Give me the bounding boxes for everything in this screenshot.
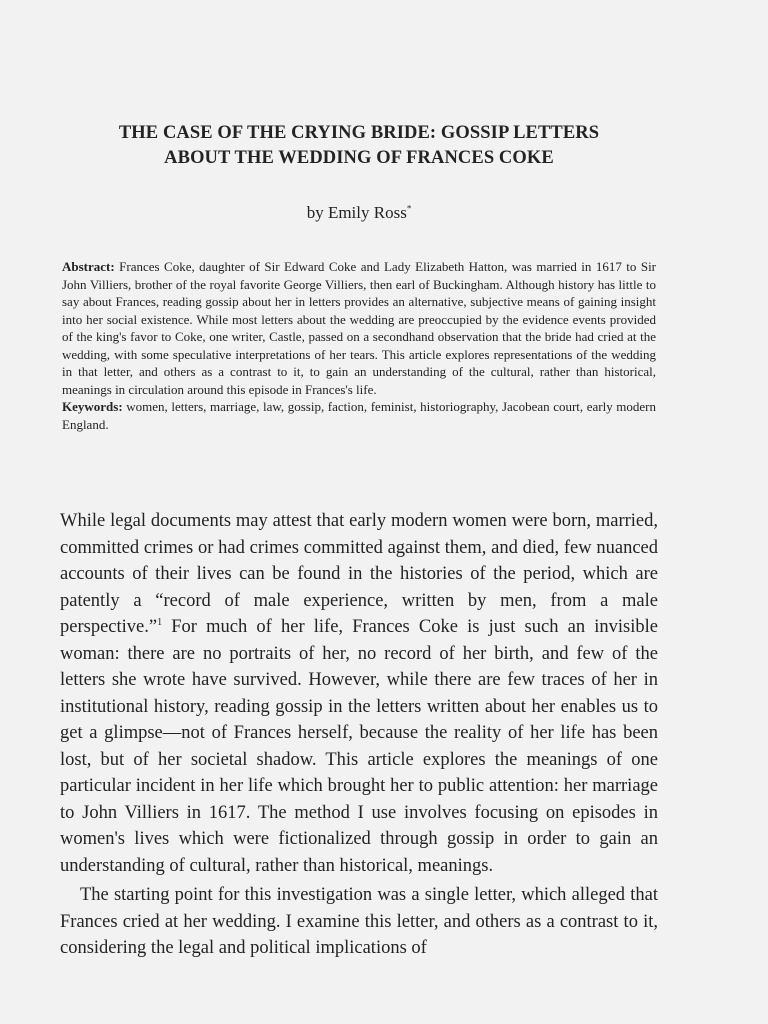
footnote-ref-1: 1: [157, 616, 163, 628]
abstract-text: Frances Coke, daughter of Sir Edward Coke and Lady Elizabeth Hatton, was married in 1617 to Sir John Villiers, brother of the royal favorite George Villiers, then earl of Buckingham. Although history has little to say about Frances, reading gossip about her in letters provides an alternative, subjective means of gaining insight into her social existence. While most letters about the wedding are preoccupied by the evidence events provided of the king's favor to Coke, one writer, Castle, passed on a secondhand observation that the bride had cried at the wedding, with some speculative interpretations of her tears. This article explores representations of the wedding in that letter, and others as a contrast to it, to gain an understanding of the cultural, rather than historical, meanings in circulation around this episode in Frances's life.: [62, 259, 657, 397]
body-paragraph-1-part-a: While legal documents may attest that early modern women were born, married, committed crimes or had crimes committed against them, and died, few nuanced accounts of their lives can be found in the histories of the period, which are patently a “record of male experience, written by men, from a male perspective.”: [60, 511, 658, 637]
keywords-label: Keywords:: [62, 399, 123, 414]
article-title: [62, 121, 656, 171]
keywords-paragraph: [62, 398, 656, 433]
author-byline: [62, 203, 656, 223]
author-footnote-mark: *: [406, 203, 412, 214]
body-paragraph-1: [60, 508, 658, 879]
title-line-2: ABOUT THE WEDDING OF FRANCES COKE: [164, 148, 554, 168]
author-name: by Emily Ross: [306, 203, 407, 222]
abstract-paragraph: [62, 258, 656, 398]
title-line-1: THE CASE OF THE CRYING BRIDE: GOSSIP LETTERS: [118, 123, 600, 143]
body-paragraph-2: The starting point for this investigation was a single letter, which alleged that Frances cried at her wedding. I examine this letter, and others as a contrast to it, considering the legal and political implications of: [60, 885, 658, 958]
body-paragraph-1-part-b: For much of her life, Frances Coke is just such an invisible woman: there are no portraits of her, no record of her birth, and few of the letters she wrote have survived. However, while there are few traces of her in institutional history, reading gossip in the letters written about her enables us to get a glimpse—not of Frances herself, because the reality of her life has been lost, but of her societal shadow. This article explores the meanings of one particular incident in her life which brought her to public attention: her marriage to John Villiers in 1617. The method I use involves focusing on episodes in women's lives which were fictionalized through gossip in order to gain an understanding of cultural, rather than historical, meanings.: [60, 617, 658, 876]
body-text: [60, 508, 658, 962]
abstract-label: Abstract:: [62, 259, 115, 274]
abstract-block: [62, 258, 656, 433]
keywords-text: women, letters, marriage, law, gossip, faction, feminist, historiography, Jacobean court, early modern England.: [62, 399, 657, 432]
